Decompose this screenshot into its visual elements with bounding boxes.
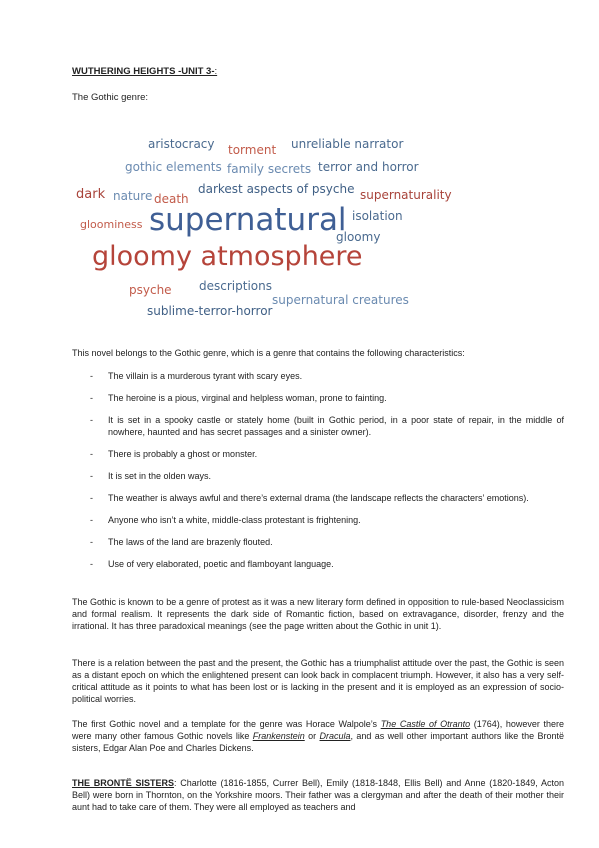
list-item: - The heroine is a pious, virginal and helpless woman, prone to fainting. <box>90 392 564 404</box>
text-run: or <box>304 731 320 741</box>
cloud-word: dark <box>76 187 106 202</box>
cloud-word: torment <box>228 143 277 157</box>
cloud-word: nature <box>113 189 153 203</box>
cloud-word: family secrets <box>227 162 312 176</box>
section-subheading: The Gothic genre: <box>72 92 149 103</box>
list-item: - There is probably a ghost or monster. <box>90 448 564 460</box>
list-item: - Use of very elaborated, poetic and flamboyant language. <box>90 558 564 570</box>
paragraph-first-gothic-novel <box>72 718 564 754</box>
list-item: - The villain is a murderous tyrant with scary eyes. <box>90 370 564 382</box>
cloud-word: unreliable narrator <box>291 137 404 151</box>
cloud-word: supernatural <box>149 202 347 238</box>
gothic-traits-list <box>90 370 564 580</box>
cloud-word: isolation <box>352 209 403 223</box>
heading-title: WUTHERING HEIGHTS -UNIT 3- <box>72 66 215 77</box>
cloud-word: darkest aspects of psyche <box>198 182 355 196</box>
paragraph-bronte-sisters <box>72 777 564 813</box>
cloud-word: supernatural creatures <box>272 293 409 307</box>
text-run: , and as well other important authors like the Brontë sisters, Edgar Alan Poe and Charles Dickens. <box>72 731 564 753</box>
cloud-word: sublime-terror-horror <box>147 304 273 318</box>
text-run: The first Gothic novel and a template for the genre was Horace Walpole’s <box>72 719 381 729</box>
cloud-word: gothic elements <box>125 160 222 174</box>
cloud-word: descriptions <box>199 279 272 293</box>
paragraph-protest: The Gothic is known to be a genre of protest as it was a new literary form defined in opposition to rule-based Neoclassicism and formal realism. It represents the dark side of Romantic fiction, based on extravagance, disorder, frenzy and the irrational. It has three paradoxical meanings (see the page written about the Gothic in unit 1). <box>72 597 564 631</box>
list-item: - The laws of the land are brazenly flouted. <box>90 536 564 548</box>
cloud-word: aristocracy <box>148 137 215 151</box>
cloud-word: gloomy atmosphere <box>92 241 363 272</box>
word-cloud-image <box>70 130 450 330</box>
cloud-word: terror and horror <box>318 160 419 174</box>
list-item: - It is set in a spooky castle or stately home (built in Gothic period, in a poor state of repair, in the middle of nowhere, haunted and has secret passages and a sinister owner). <box>90 414 564 438</box>
cloud-word: psyche <box>129 283 172 297</box>
list-item: - Anyone who isn’t a white, middle-class protestant is frightening. <box>90 514 564 526</box>
text-run: : Charlotte (1816-1855, Currer Bell), Emily (1818-1848, Ellis Bell) and Anne (1820-1849, Acton Bell) were born in Thornton, on the Yorkshire moors. Their father was a clergyman and after the death of their mother their aunt had to take care of them. They were all employed as teachers and <box>72 778 564 812</box>
text-run: (1764), however there were many other famous Gothic novels like <box>72 719 564 741</box>
cloud-word: gloomy <box>336 230 381 244</box>
document-heading <box>72 66 217 77</box>
book-title-otranto: The Castle of Otranto <box>380 719 471 729</box>
cloud-word: gloominess <box>80 218 143 231</box>
book-title-frankenstein: Frankenstein <box>252 731 305 741</box>
list-item: - The weather is always awful and there’s external drama (the landscape reflects the characters’ emotions). <box>90 492 564 504</box>
cloud-word: supernaturality <box>360 188 452 202</box>
heading-suffix: : <box>214 66 218 77</box>
intro-paragraph: This novel belongs to the Gothic genre, which is a genre that contains the following characteristics: <box>72 348 465 358</box>
paragraph-past-present: There is a relation between the past and the present, the Gothic has a triumphalist attitude over the past, the Gothic is seen as a distant epoch on which the enlightened present can look back in complacent triumph. However, it also has a very self-critical attitude as it points to what has been lost or is lacking in the present and it is employed as an expression of socio-political worries. <box>72 658 564 704</box>
book-title-dracula: Dracula <box>319 731 351 741</box>
section-title-bronte: THE BRONTË SISTERS <box>72 778 174 788</box>
list-item: - It is set in the olden ways. <box>90 470 564 482</box>
cloud-word: death <box>154 192 189 206</box>
